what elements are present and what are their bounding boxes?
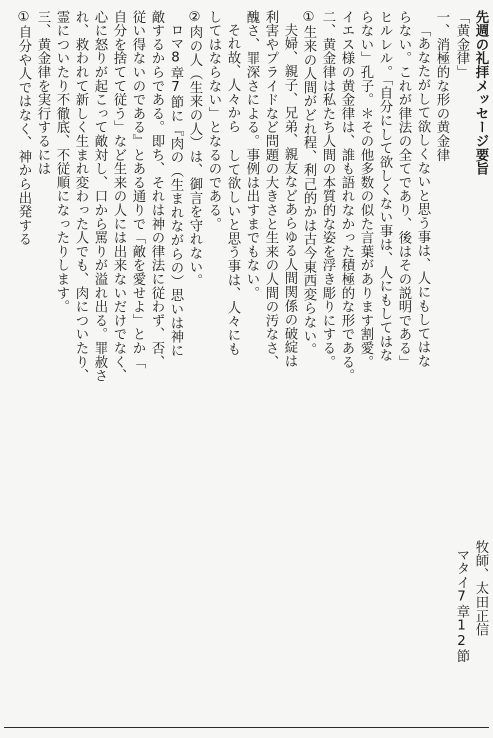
body-line: 三、黄金律を実行するには: [35, 10, 50, 176]
body-line: イエス様の黄金律は、誰も語れなかった積極的な形である。: [339, 10, 354, 383]
body-line: ヒルレル。「自分にして欲しくない事は、人にもしてはな: [377, 10, 392, 363]
body-line: 霊についたり不徹底、不従順になったりします。: [54, 10, 69, 314]
document-title: 先週の礼拝メッセージ要旨: [473, 10, 488, 176]
body-line: れ、救われて新しく生まれ変わった人でも、肉についたり、: [73, 10, 88, 383]
sermon-heading: 「黄金律」: [454, 10, 469, 79]
body-line: 心に怒りが起こって敵対し、口から罵りが溢れ出る。罪赦さ: [92, 10, 107, 383]
body-line: らない」孔子。＊その他多数の似た言葉があります割愛。: [358, 10, 373, 369]
body-line: ①生来の人間がどれ程、利己的かは古今東西変らない。: [301, 10, 316, 357]
body-line: ロマ8章7節に『肉の（生まれながらの）思いは神に: [168, 23, 183, 358]
body-line: 二、黄金律は私たち人間の本質的な姿を浮き彫りにする。: [320, 10, 335, 369]
body-line: 利害やプライドなど問題の大きさと生来の人間の汚なさ、: [263, 10, 278, 369]
bottom-rule: [4, 727, 489, 728]
body-line: 従い得ないのである』とある通りで「敵を愛せよ」とか「: [130, 10, 145, 369]
body-line: らない。これが律法の全てであり、後はその説明である」: [396, 10, 411, 369]
body-line: ②肉の人（生来の人）は、御言を守れない。: [187, 10, 202, 288]
body-line: 夫婦、親子、兄弟、親友などあらゆる人間関係の破綻は: [282, 23, 297, 368]
author-line: 牧師、太田正信: [473, 540, 488, 637]
body-line: それ故、人々から して欲しいと思う事は、人々にも: [225, 23, 240, 356]
body-line: 自分を捨てて従う」など生来の人には出来ないだけでなく、: [111, 10, 126, 383]
scripture-reference: マタイ7章12節: [454, 548, 469, 664]
body-line: 醜さ、罪深さによる。事例は出すまでもない。: [244, 10, 259, 300]
body-line: 敵するからである。即ち、それは神の律法に従わず、否、: [149, 10, 164, 369]
body-line: ①自分や人ではなく、神から出発する: [16, 10, 31, 247]
body-line: 「あなたがして欲しくないと思う事は、人にもしてはな: [415, 23, 430, 368]
body-line: 一、消極的な形の黄金律: [434, 10, 449, 162]
body-line: してはならない」となるのである。: [206, 10, 221, 231]
